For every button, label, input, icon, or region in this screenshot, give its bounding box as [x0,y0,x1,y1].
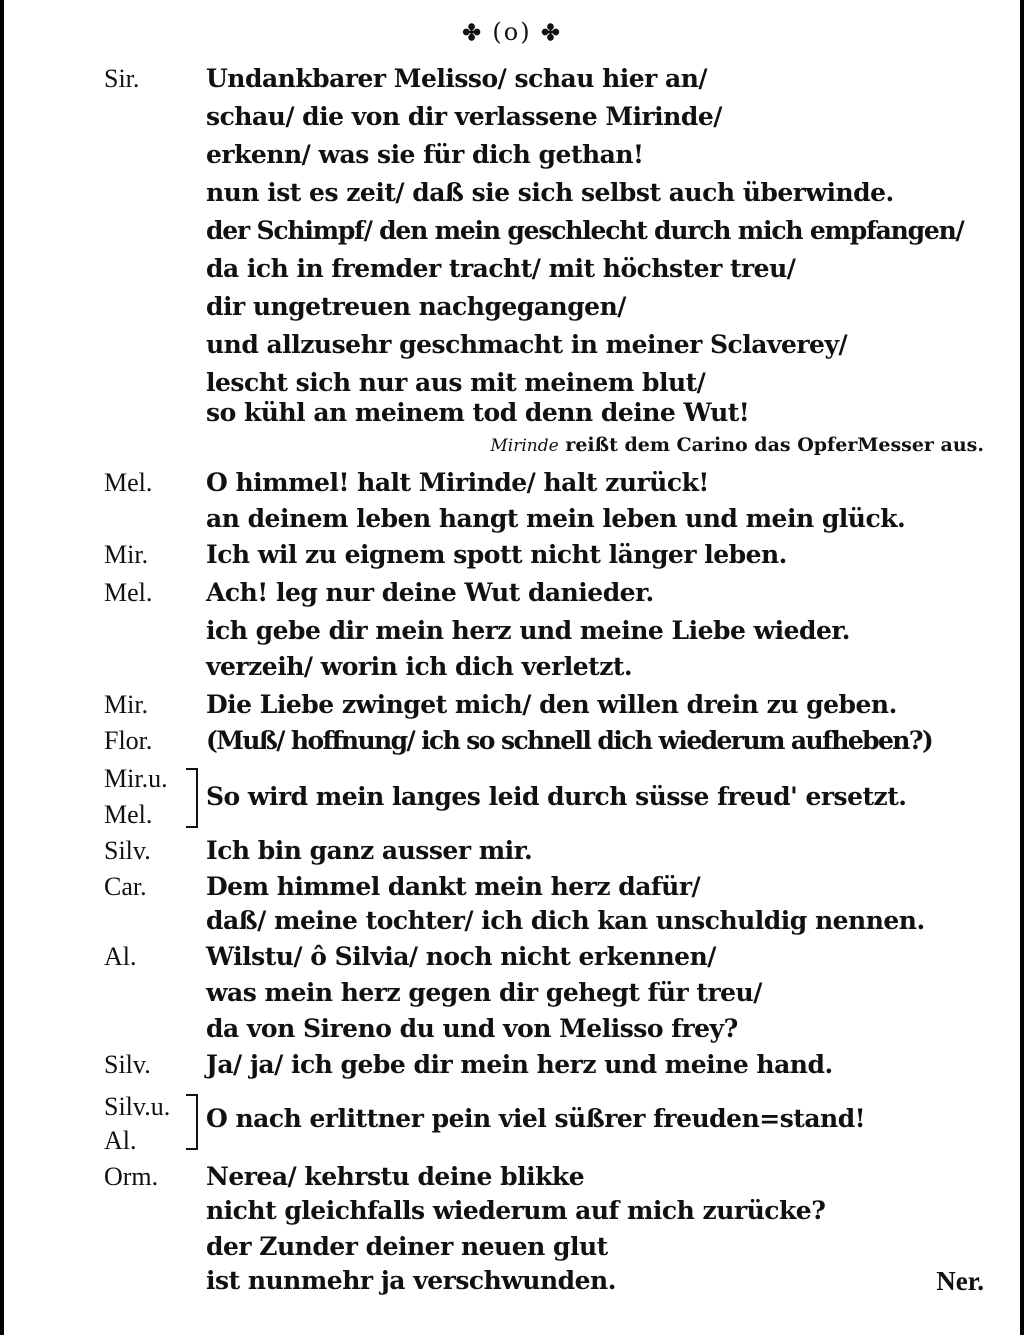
verse-line [4,464,1020,502]
speaker-label: Mel. [104,468,153,497]
verse-line [4,648,1020,686]
verse-text: O nach erlittner pein viel süßrer freuden=stand! [206,1104,866,1133]
verse-text: ist nunmehr ja verschwunden. [206,1266,616,1295]
verse-text: erkenn/ was sie für dich gethan! [206,140,644,169]
catchword: Ner. [936,1266,984,1296]
verse-text: lescht sich nur aus mit meinem blut/ [206,368,706,397]
verse-line [4,326,1020,364]
verse-text: O himmel! halt Mirinde/ halt zurück! [206,468,709,497]
verse-line [4,1100,1020,1138]
verse-text: dir ungetreuen nachgegangen/ [206,292,626,321]
verse-line [4,574,1020,612]
speaker-label: Mir. [104,540,149,569]
verse-text: was mein herz gegen dir gehegt für treu/ [206,978,762,1007]
verse-line [4,686,1020,724]
verse-text: schau/ die von dir verlassene Mirinde/ [206,102,722,131]
verse-text: Die Liebe zwinget mich/ den willen drein zu geben. [206,690,897,719]
verse-text: und allzusehr geschmacht in meiner Sclaverey/ [206,330,848,359]
verse-line [4,98,1020,136]
verse-line [4,174,1020,212]
verse-line [4,536,1020,574]
speaker-label: Silv. [104,836,151,865]
verse-text: Wilstu/ ô Silvia/ noch nicht erkennen/ [206,942,716,971]
verse-line [4,1158,1020,1196]
page-header [4,18,1020,46]
speaker-label: Al. [104,942,137,971]
verse-line [4,1228,1020,1266]
verse-text: daß/ meine tochter/ ich dich kan unschuldig nennen. [206,906,925,935]
verse-text: Dem himmel dankt mein herz dafür/ [206,872,701,901]
verse-line [4,612,1020,650]
speaker-label: Flor. [104,726,153,755]
speaker-label: Sir. [104,64,140,93]
verse-line [4,60,1020,98]
verse-line [4,250,1020,288]
stage-direction-name: Mirinde [490,436,559,456]
book-page [4,0,1020,1335]
verse-text: so kühl an meinem tod denn deine Wut! [206,398,750,427]
verse-text: (Muß/ hoffnung/ ich so schnell dich wiederum aufheben?) [206,726,933,755]
verse-text: da von Sireno du und von Melisso frey? [206,1014,738,1043]
verse-line [4,832,1020,870]
verse-line [4,136,1020,174]
ornament-right-icon: ✤ [541,20,562,46]
verse-line [4,974,1020,1012]
verse-text: So wird mein langes leid durch süsse freud' ersetzt. [206,782,907,811]
verse-text: Ich bin ganz ausser mir. [206,836,533,865]
page-number: (o) [492,18,532,46]
stage-direction-text: reißt dem Carino das OpferMesser aus. [565,434,984,456]
verse-line [4,1010,1020,1048]
verse-line [4,938,1020,976]
verse-text: der Zunder deiner neuen glut [206,1232,608,1261]
verse-text: nicht gleichfalls wiederum auf mich zurücke? [206,1196,826,1225]
verse-line [4,1262,1020,1300]
verse-text: der Schimpf/ den mein geschlecht durch mich empfangen/ [206,216,964,245]
verse-text: an deinem leben hangt mein leben und mein glück. [206,504,906,533]
verse-text: da ich in fremder tracht/ mit höchster treu/ [206,254,796,283]
speaker-label: Mir.u. [104,764,168,793]
verse-text: Ich wil zu eignem spott nicht länger leben. [206,540,787,569]
speaker-label: Silv.u. [104,1092,171,1121]
verse-line [4,778,1020,816]
verse-text: Ja/ ja/ ich gebe dir mein herz und meine hand. [206,1050,833,1079]
verse-line [4,868,1020,906]
verse-line [4,1046,1020,1084]
stage-direction [4,426,1020,464]
verse-line [4,902,1020,940]
verse-line [4,500,1020,538]
speaker-label: Car. [104,872,147,901]
verse-text: verzeih/ worin ich dich verletzt. [206,652,633,681]
verse-text: Undankbarer Melisso/ schau hier an/ [206,64,708,93]
speaker-label: Silv. [104,1050,151,1079]
speaker-label: Al. [104,1126,137,1155]
verse-text: nun ist es zeit/ daß sie sich selbst auch überwinde. [206,178,894,207]
verse-line [4,288,1020,326]
verse-text: Nerea/ kehrstu deine blikke [206,1162,585,1191]
ornament-left-icon: ✤ [462,20,483,46]
speaker-label: Mir. [104,690,149,719]
speaker-label: Mel. [104,800,153,829]
verse-line [4,212,1020,250]
speaker-label: Mel. [104,578,153,607]
verse-text: ich gebe dir mein herz und meine Liebe wieder. [206,616,850,645]
verse-line [4,722,1020,760]
speaker-label: Orm. [104,1162,159,1191]
verse-line [4,1192,1020,1230]
verse-text: Ach! leg nur deine Wut danieder. [206,578,654,607]
